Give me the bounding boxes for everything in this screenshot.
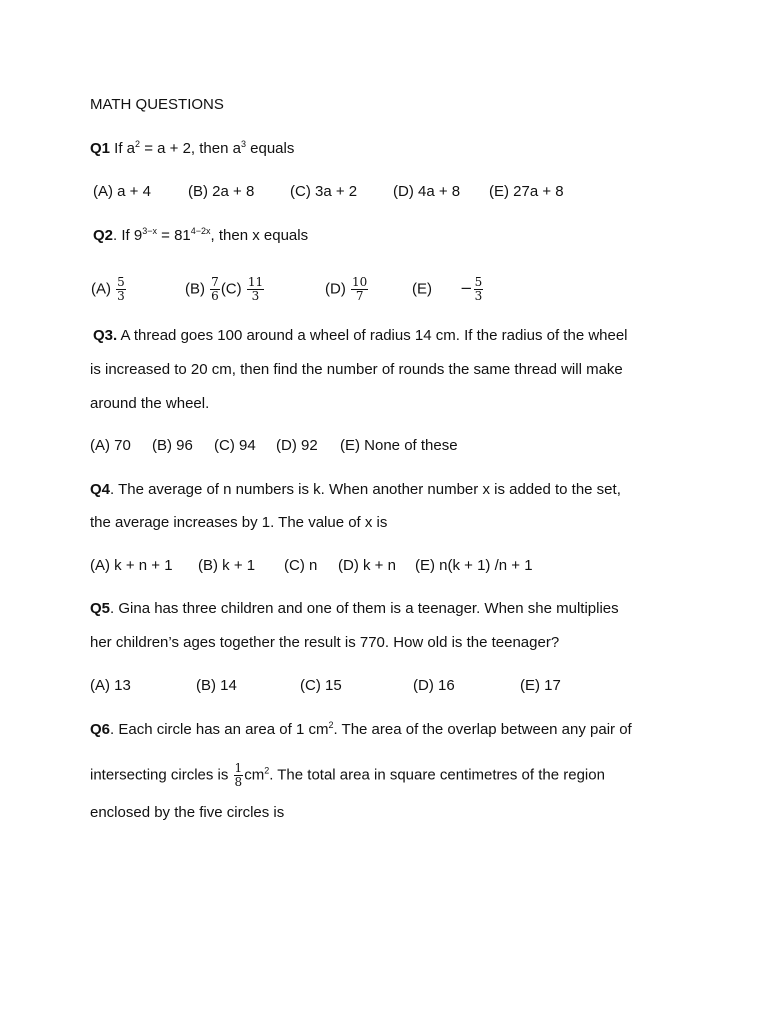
option-c: (C) 3a + 2 bbox=[290, 183, 358, 200]
option-label: (D) bbox=[325, 280, 346, 298]
exponent: 4−2x bbox=[190, 226, 211, 236]
question-text: = 81 bbox=[156, 227, 191, 244]
option-label: (E) bbox=[412, 280, 432, 298]
option-e: (E) None of these bbox=[340, 437, 458, 454]
question-1-options bbox=[0, 182, 768, 202]
option-e: (E) 17 bbox=[520, 677, 561, 694]
denominator: 3 bbox=[251, 289, 260, 303]
question-text: cm bbox=[244, 766, 265, 784]
fraction bbox=[351, 276, 368, 303]
option-b: (B) k + 1 bbox=[198, 557, 256, 574]
option-d: (D) 4a + 8 bbox=[393, 183, 461, 200]
option-b: (B) 14 bbox=[196, 677, 237, 694]
fraction bbox=[474, 276, 484, 303]
option-d bbox=[325, 276, 369, 303]
denominator: 7 bbox=[355, 289, 364, 303]
numerator: 5 bbox=[474, 275, 483, 289]
exponent: 3−x bbox=[142, 226, 157, 236]
option-label: (A) bbox=[91, 280, 111, 298]
exponent: 2 bbox=[264, 765, 270, 776]
question-4-line-2: the average increases by 1. The value of x is bbox=[90, 514, 388, 531]
question-5-line-1 bbox=[90, 599, 619, 619]
question-5-options bbox=[0, 676, 768, 696]
question-label: Q5 bbox=[90, 600, 111, 617]
minus-sign: − bbox=[460, 279, 473, 298]
question-text: = a + 2, then a bbox=[140, 140, 241, 157]
numerator: 5 bbox=[117, 275, 125, 289]
exponent: 3 bbox=[240, 139, 246, 149]
option-d: (D) 16 bbox=[413, 677, 455, 694]
denominator: 3 bbox=[117, 289, 125, 303]
question-5-line-2: her children’s ages together the result is 770. How old is the teenager? bbox=[90, 634, 560, 651]
fraction bbox=[234, 762, 244, 789]
question-1 bbox=[90, 139, 294, 159]
fraction bbox=[247, 276, 264, 303]
option-d: (D) 92 bbox=[276, 437, 318, 454]
question-label: Q6 bbox=[90, 721, 111, 738]
question-2-options bbox=[0, 275, 768, 303]
option-e bbox=[412, 276, 484, 303]
question-text: A thread goes 100 around a wheel of radius 14 cm. If the radius of the wheel bbox=[117, 327, 628, 344]
option-c: (C) 15 bbox=[300, 677, 342, 694]
option-d: (D) k + n bbox=[338, 557, 396, 574]
option-a: (A) 13 bbox=[90, 677, 131, 694]
question-label: Q1 bbox=[90, 140, 111, 157]
denominator: 3 bbox=[474, 289, 483, 303]
numerator: 7 bbox=[211, 275, 219, 289]
fraction bbox=[116, 276, 126, 303]
option-label: (B) bbox=[185, 280, 205, 298]
numerator: 1 bbox=[234, 761, 243, 775]
question-label: Q2 bbox=[93, 227, 114, 244]
option-a: (A) 70 bbox=[90, 437, 131, 454]
question-3-line-3: around the wheel. bbox=[90, 395, 210, 412]
question-3-options bbox=[0, 436, 768, 456]
question-label: Q4 bbox=[90, 481, 111, 498]
option-e: (E) 27a + 8 bbox=[489, 183, 564, 200]
question-text: . The total area in square centimetres of the region bbox=[269, 766, 605, 784]
fraction bbox=[210, 276, 220, 303]
option-c: (C) n bbox=[284, 557, 318, 574]
option-a: (A) k + n + 1 bbox=[90, 557, 173, 574]
question-4-line-1 bbox=[90, 480, 621, 500]
option-b: (B) 2a + 8 bbox=[188, 183, 255, 200]
option-a bbox=[91, 276, 127, 303]
question-text: . The average of n numbers is k. When another number x is added to the set, bbox=[110, 481, 621, 498]
question-text: , then x equals bbox=[210, 227, 309, 244]
question-4-options bbox=[0, 556, 768, 576]
option-a: (A) a + 4 bbox=[93, 183, 151, 200]
option-e: (E) n(k + 1) /n + 1 bbox=[415, 557, 533, 574]
question-label: Q3. bbox=[93, 327, 118, 344]
denominator: 6 bbox=[211, 289, 219, 303]
question-text: equals bbox=[245, 140, 295, 157]
page-title: MATH QUESTIONS bbox=[90, 96, 224, 113]
numerator: 11 bbox=[247, 275, 264, 289]
question-text: If a bbox=[110, 140, 136, 157]
question-text: . The area of the overlap between any pair of bbox=[333, 721, 632, 738]
option-label: (C) bbox=[220, 280, 242, 298]
option-c: (C) 94 bbox=[214, 437, 256, 454]
question-2 bbox=[93, 226, 308, 246]
question-6-line-2 bbox=[90, 762, 605, 789]
option-b bbox=[185, 276, 265, 303]
question-text: . Gina has three children and one of them is a teenager. When she multiplies bbox=[110, 600, 619, 617]
question-text: . If 9 bbox=[113, 227, 143, 244]
question-text: . Each circle has an area of 1 cm bbox=[110, 721, 329, 738]
exponent: 2 bbox=[328, 720, 334, 730]
question-3-line-1 bbox=[93, 326, 628, 346]
numerator: 10 bbox=[352, 275, 368, 289]
question-text: intersecting circles is bbox=[90, 766, 233, 784]
exponent: 2 bbox=[135, 139, 141, 149]
denominator: 8 bbox=[234, 775, 243, 789]
question-6-line-1 bbox=[90, 720, 632, 740]
question-3-line-2: is increased to 20 cm, then find the number of rounds the same thread will make bbox=[90, 361, 623, 378]
option-b: (B) 96 bbox=[152, 437, 193, 454]
question-6-line-3: enclosed by the five circles is bbox=[90, 804, 285, 821]
